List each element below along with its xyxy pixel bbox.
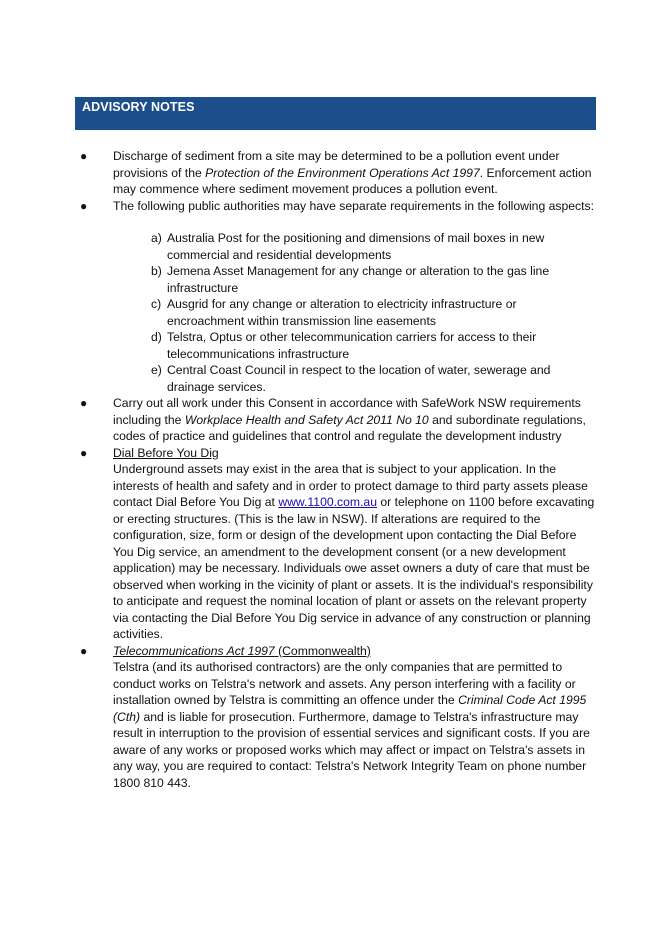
heading-suffix: (Commonwealth) [274, 643, 371, 658]
list-item [113, 362, 595, 395]
bullet-text: and is liable for prosecution. Furthermore, damage to Telstra's infrastructure may result in interruption to the provision of essential services and significant costs. If you are aware of any works or proposed works which may affect or impact on Telstra's assets in any way, you are required to contact: Telstra's Network Integrity Team on phone number 1800 810 443. [113, 709, 590, 790]
bullet-text: The following public authorities may have separate requirements in the following aspects: [113, 198, 594, 213]
list-item-text: Telstra, Optus or other telecommunication carriers for access to their telecommunications infrastructure [167, 330, 537, 361]
dial-before-you-dig-link[interactable]: www.1100.com.au [278, 495, 377, 509]
section-title: ADVISORY NOTES [82, 100, 195, 114]
list-marker: d) [151, 330, 162, 344]
act-name: Telecommunications Act 1997 [113, 643, 275, 658]
list-marker: a) [151, 231, 162, 245]
bullet-icon: ● [80, 643, 88, 658]
bullet-icon: ● [80, 396, 88, 410]
bullet-item-sediment [75, 148, 595, 198]
list-item-text: Australia Post for the positioning and dimensions of mail boxes in new commercial and residential developments [167, 231, 545, 262]
act-name: Protection of the Environment Operations Act 1997 [205, 165, 480, 180]
bullet-item-safework [75, 395, 595, 445]
list-item-text: Central Coast Council in respect to the location of water, sewerage and drainage services. [167, 363, 551, 394]
list-item [113, 329, 595, 362]
bullet-item-public-authorities [75, 198, 595, 396]
list-item-text: Jemena Asset Management for any change or alteration to the gas line infrastructure [167, 264, 550, 295]
list-marker: c) [151, 297, 162, 311]
act-name: Workplace Health and Safety Act 2011 No 10 [184, 412, 429, 427]
bullet-text: Carry out all work under this Consent in accordance with SafeWork NSW requirements including the [113, 396, 581, 427]
list-item-text: Ausgrid for any change or alteration to electricity infrastructure or encroachment within transmission line easements [167, 297, 517, 328]
bullet-icon: ● [80, 198, 88, 213]
bullet-heading: Dial Before You Dig [113, 445, 219, 460]
list-marker: b) [151, 264, 162, 278]
bullet-text: Discharge of sediment from a site may be determined to be a pollution event under provisions of the [113, 149, 560, 180]
list-marker: e) [151, 363, 162, 377]
bullet-item-telecommunications [75, 643, 595, 792]
bullet-text: Telstra (and its authorised contractors) are the only companies that are permitted to conduct works on Telstra's network and assets. Any person interfering with a facility or installation owned by Telstra is committing an offence under the [113, 660, 576, 707]
bullet-icon: ● [80, 149, 88, 163]
authorities-list [113, 230, 595, 395]
bullet-text: and subordinate regulations, codes of practice and guidelines that control and regulate the development industry [113, 412, 586, 443]
list-item [113, 230, 595, 263]
act-name: Criminal Code Act 1995 (Cth) [113, 693, 587, 724]
bullet-text: Underground assets may exist in the area that is subject to your application. In the interests of health and safety and in order to protect damage to third party assets please contact Dial Before You Dig at [113, 462, 588, 509]
bullet-text: or telephone on 1100 before excavating or erecting structures. (This is the law in NSW). If alterations are required to the configuration, size, form or design of the development upon contacting the Dial Before You Dig service, an amendment to the development consent (or a new development application) may be necessary. Individuals owe asset owners a duty of care that must be observed when working in the vicinity of plant or assets. It is the individual's responsibility to anticipate and request the nominal location of plant or assets on the relevant property via contacting the Dial Before You Dig service in advance of any construction or planning activities. [113, 495, 595, 641]
list-item [113, 263, 595, 296]
bullet-heading [113, 644, 371, 658]
list-item [113, 296, 595, 329]
advisory-notes-body [75, 148, 595, 791]
bullet-item-dial-before-you-dig [75, 445, 595, 643]
bullet-icon: ● [80, 445, 88, 460]
bullet-text: . Enforcement action may commence where sediment movement produces a pollution event. [113, 165, 592, 196]
section-banner [75, 97, 596, 130]
